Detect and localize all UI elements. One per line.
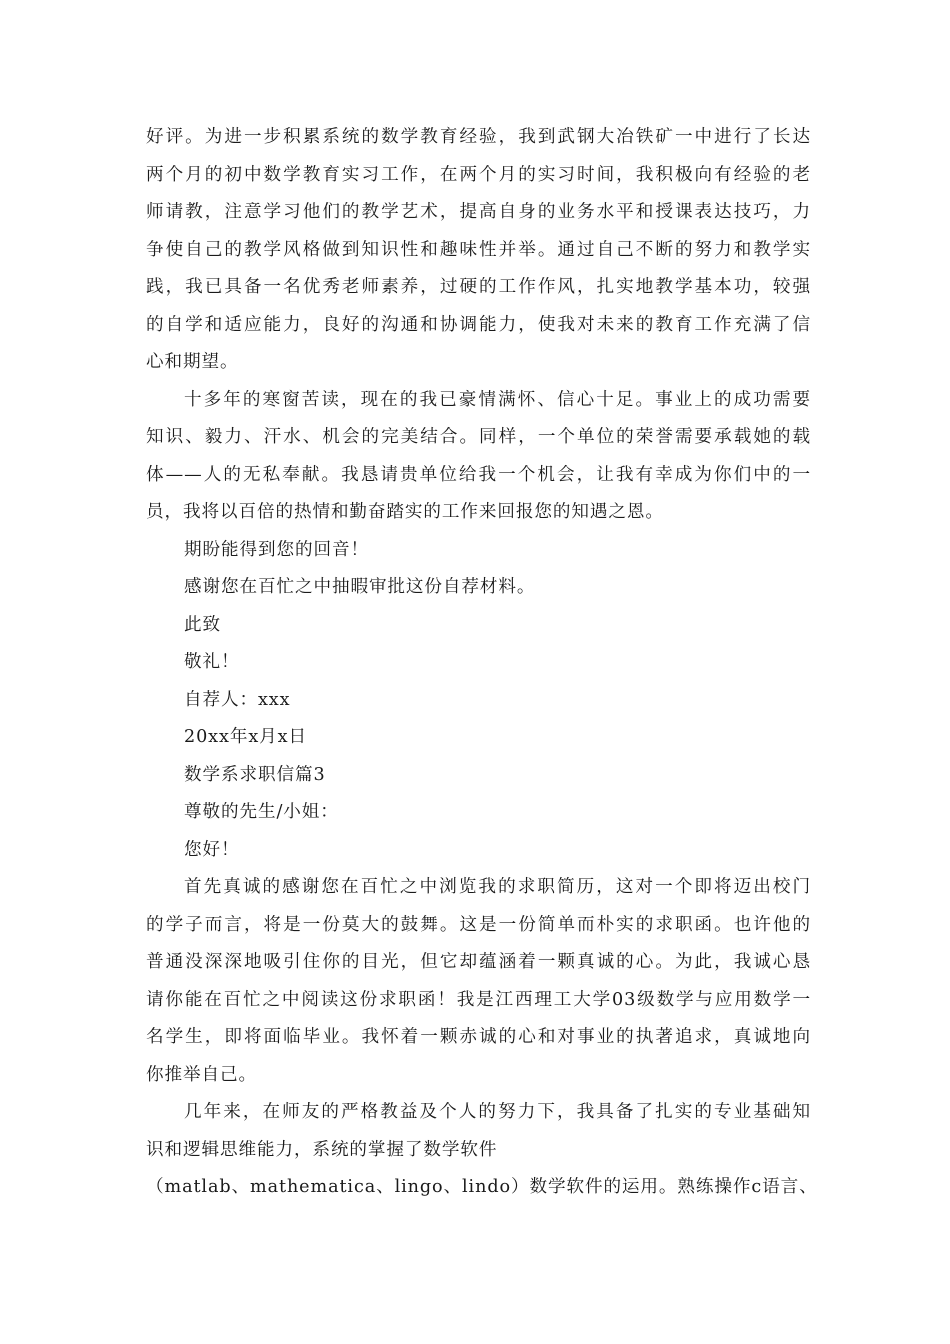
text-line: 知识、毅力、汗水、机会的完美结合。同样，一个单位的荣誉需要承载她的载 (146, 427, 811, 447)
text-line: 好评。为进一步积累系统的数学教育经验，我到武钢大冶铁矿一中进行了长达 (146, 127, 811, 147)
text-line: 自荐人：xxx (184, 689, 291, 710)
text-line: 你推举自己。 (146, 1064, 257, 1085)
text-line: 数学系求职信篇3 (184, 764, 326, 785)
text-line: 两个月的初中数学教育实习工作，在两个月的实习时间，我积极向有经验的老 (146, 164, 811, 185)
text-line: 此致 (184, 614, 221, 635)
text-line: 师请教，注意学习他们的教学艺术，提高自身的业务水平和授课表达技巧，力 (146, 202, 811, 222)
text-line: 名学生，即将面临毕业。我怀着一颗赤诚的心和对事业的执著追求，真诚地向 (146, 1027, 811, 1047)
text-line: 践，我已具备一名优秀老师素养，过硬的工作作风，扎实地教学基本功，较强 (146, 277, 811, 297)
text-line: 的自学和适应能力，良好的沟通和协调能力，使我对未来的教育工作充满了信 (146, 314, 811, 335)
text-line: 普通没深深地吸引住你的目光，但它却蕴涵着一颗真诚的心。为此，我诚心恳 (146, 952, 811, 972)
text-line: 请你能在百忙之中阅读这份求职函！我是江西理工大学03级数学与应用数学一 (146, 989, 811, 1010)
text-line: 的学子而言，将是一份莫大的鼓舞。这是一份简单而朴实的求职函。也许他的 (146, 914, 811, 935)
text-line: 期盼能得到您的回音！ (184, 539, 369, 560)
text-line: 几年来，在师友的严格教益及个人的努力下，我具备了扎实的专业基础知 (184, 1102, 811, 1122)
text-line: 首先真诚的感谢您在百忙之中浏览我的求职简历，这对一个即将迈出校门 (184, 877, 811, 897)
text-line: 20xx年x月x日 (184, 727, 307, 747)
text-line: 识和逻辑思维能力，系统的掌握了数学软件 (146, 1139, 498, 1160)
text-line: 尊敬的先生/小姐： (184, 802, 339, 822)
text-line: 体——人的无私奉献。我恳请贵单位给我一个机会，让我有幸成为你们中的一 (146, 464, 811, 485)
text-line: 十多年的寒窗苦读，现在的我已豪情满怀、信心十足。事业上的成功需要 (184, 389, 811, 410)
document-body (146, 119, 818, 1207)
text-line: 员，我将以百倍的热情和勤奋踏实的工作来回报您的知遇之恩。 (146, 502, 664, 522)
text-line: 敬礼！ (184, 652, 240, 672)
text-line: 争使自己的教学风格做到知识性和趣味性并举。通过自己不断的努力和教学实 (146, 239, 811, 260)
text-line: 您好！ (184, 839, 240, 860)
text-line: 感谢您在百忙之中抽暇审批这份自荐材料。 (184, 577, 536, 597)
text-line: 心和期望。 (146, 352, 239, 372)
text-line: （matlab、mathematica、lingo、lindo）数学软件的运用。熟练操作c语言、 (146, 1177, 818, 1197)
